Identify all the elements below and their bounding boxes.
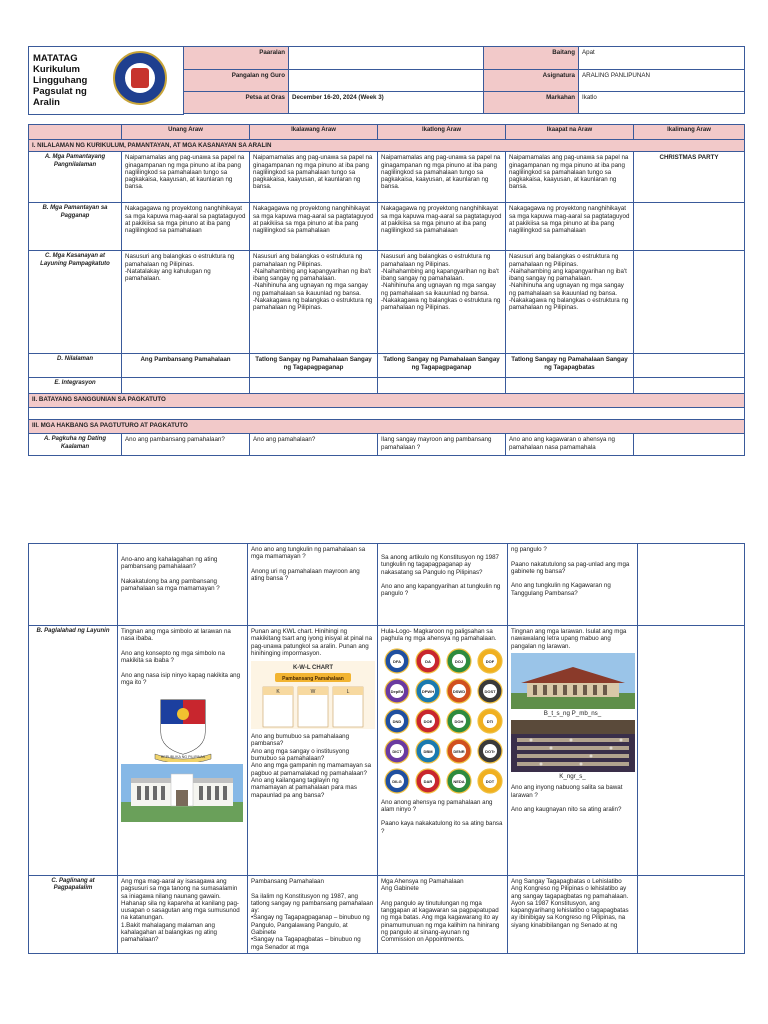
- label-guro: Pangalan ng Guro: [184, 70, 289, 92]
- cell-text: Nasusuri ang balangkas o estruktura ng pamahalaan ng Pilipinas. -Naihahambing ang kapangyarihan ng iba't ibang sangay ng pamahalaan. -Nahihinuha ang ugnayan ng mga sangay ng pamahalaan sa ikauunlad ng bansa. -Nakakagawa ng balangkas o estruktura ng pamahalaan ng Pilipinas.: [381, 253, 501, 312]
- cell-text: Ano ang inyong nabuong salita sa bawat larawan ? Ano ang kaugnayan nito sa ating aralin?: [511, 784, 623, 814]
- svg-text:DOF: DOF: [485, 658, 495, 664]
- row-label-paglinang: C. Paglinang at Pagpapalalim: [29, 876, 118, 954]
- svg-text:DOJ: DOJ: [454, 658, 464, 664]
- cell-text: Tingnan ang mga larawan. Isulat ang mga nawawalang letra upang mabuo ang pangalan ng larawan.: [511, 628, 629, 650]
- coat-of-arms-ribbon: REPUBLIKA NG PILIPINAS: [160, 755, 205, 760]
- section-title-1: I. NILALAMAN NG KURIKULUM, PAMANTAYAN, AT MGA KASANAYAN SA ARALIN: [29, 140, 745, 152]
- svg-text:DOTr: DOTr: [485, 748, 495, 754]
- philippine-coat-of-arms-image: [147, 692, 219, 762]
- svg-text:DA: DA: [425, 658, 431, 664]
- cell: Naipamamalas ang pag-unawa sa papel na ginagampanan ng mga pinuno at iba pang naglilingkod sa pamahalaan tungo sa pagkakaisa, kaayusan, at kaunlaran ng bansa.: [250, 152, 378, 203]
- cell: [634, 251, 745, 354]
- agency-logo: [385, 709, 409, 733]
- cell-text: Sa anong artikulo ng Konstitusyon ng 1987 tungkulin ng tagapagpaganap ay nakasatang sa Pangulo ng Pilipinas? Ano ano ang kapangyarihan at tungkulin ng pangulo ?: [381, 554, 501, 598]
- page-1: [28, 46, 744, 456]
- agency-logo: [416, 739, 440, 763]
- agency-logo: [447, 709, 471, 733]
- cell: Nakagagawa ng proyektong nanghihikayat sa mga kapuwa mag-aaral sa pagtataguyod at pakikiisa sa mga pinuno at iba pang naglilingkod sa pamahalaan: [378, 203, 506, 251]
- header-table: [28, 46, 745, 115]
- corner-cell: [29, 125, 122, 140]
- svg-text:DepEd: DepEd: [390, 688, 404, 694]
- cell: [634, 434, 745, 456]
- cell-text: Punan ang KWL chart. Hinihingi ng makikitang tsart ang iyong inisyal at pinal na pag-unawa patungkol sa aralin. Punan ang hinihinging impormasyon.: [251, 628, 374, 657]
- agency-logo: [416, 769, 440, 793]
- malacanang-palace-image: [121, 764, 243, 822]
- day-header-1: Unang Araw: [122, 125, 250, 140]
- cell: Ano ano ang kagawaran o ahensya ng pamahalaan nasa pamamahala: [506, 434, 634, 456]
- day-header-4: Ikaapat na Araw: [506, 125, 634, 140]
- svg-text:DAR: DAR: [423, 778, 433, 784]
- row-label-pamantayang-pangnilalaman: A. Mga Pamantayang Pangnilalaman: [29, 152, 122, 203]
- cell-text: Tingnan ang mga simbolo at larawan na nasa ibaba. Ano ang konsepto ng mga simbolo na makikita sa ibaba ? Ano ang nasa isip ninyo kapag nakikita ang mga ito ?: [121, 628, 241, 687]
- cell-text: Ano ano ang tungkulin ng pamahalaan sa mga mamamayan ? Anong uri ng pamahalaan mayroon ang ating bansa ?: [251, 546, 366, 583]
- value-guro: [289, 70, 484, 92]
- cell: [634, 203, 745, 251]
- doc-title-cell: [29, 47, 97, 115]
- svg-text:DFA: DFA: [393, 658, 401, 664]
- svg-text:DOST: DOST: [484, 688, 496, 694]
- agency-logos-image: [381, 646, 505, 796]
- cell-text: Hula-Logo- Magkaroon ng paligsahan sa paghula ng mga ahensya ng pamahalaan.: [381, 628, 497, 643]
- cell-text: Pambansang Pamahalaan Sa ilalim ng Konstitusyon ng 1987, ang tatlong sangay ng pambansang pamahalaan ay: •Sangay ng Tagapagpaganap – binubuo ng Pangulo, Pangalawang Pangulo, at Gabinete •Sangay na Tagapagbatas – binubuo ng mga Senador at mga: [251, 878, 374, 951]
- cell-text: Ano-ano ang kahalagahan ng ating pambansang pamahalaan? Nakakatulong ba ang pambansang pamahalaan sa mga mamamayan ?: [121, 556, 220, 593]
- day-header-3: Ikatlong Araw: [378, 125, 506, 140]
- cell: Ang Pambansang Pamahalaan: [122, 354, 250, 378]
- doc-title: MATATAG Kurikulum Lingguhang Pagsulat ng Aralin: [33, 53, 88, 108]
- value-paaralan: [289, 47, 484, 70]
- day-header-2: Ikalawang Araw: [250, 125, 378, 140]
- row-label-pamantayan-sa-pagganap: B. Mga Pamantayan sa Pagganap: [29, 203, 122, 251]
- cell-text: Nasusuri ang balangkas o estruktura ng pamahalaan ng Pilipinas. -Natatalakay ang kahulugan ng pamahalaan.: [125, 253, 235, 283]
- plan-table: [28, 124, 745, 456]
- agency-logo: [447, 769, 471, 793]
- value-asignatura: ARALING PANLIPUNAN: [579, 70, 745, 92]
- agency-logo: [385, 739, 409, 763]
- kongreso-session-image: [511, 720, 635, 772]
- cell: Nakagagawa ng proyektong nanghihikayat sa mga kapuwa mag-aaral sa pagtataguyod at pakikiisa sa mga pinuno at iba pang naglilingkod sa pamahalaan: [506, 203, 634, 251]
- cell: Ilang sangay mayroon ang pambansang pamahalaan ?: [378, 434, 506, 456]
- agency-logo: [478, 679, 502, 703]
- kwl-col-w: W: [310, 689, 316, 696]
- section-title-2: II. BATAYANG SANGGUNIAN SA PAGKATUTO: [29, 394, 745, 408]
- agency-logo: [447, 679, 471, 703]
- agency-logo: [416, 709, 440, 733]
- svg-text:DENR: DENR: [453, 748, 465, 754]
- svg-text:DTI: DTI: [486, 718, 494, 724]
- cell: Nakagagawa ng proyektong nanghihikayat sa mga kapuwa mag-aaral sa pagtataguyod at pakikiisa sa mga pinuno at iba pang naglilingkod sa pamahalaan: [250, 203, 378, 251]
- cell: Tatlong Sangay ng Pamahalaan Sangay ng Tagapagbatas: [506, 354, 634, 378]
- cell-text: Mga Ahensya ng Pamahalaan Ang Gabinete Ang pangulo ay tinutulungan ng mga tanggapan at kagawaran sa pagpapatupad ng mga batas. Ang mga kagawarang ito ay pinamumunuan ng mga kalihim na hinirang ng pangulo at sinang-ayunan ng Commission on Appointments.: [381, 878, 500, 944]
- label-asignatura: Asignatura: [484, 70, 579, 92]
- agency-logo: [478, 709, 502, 733]
- cell: Tatlong Sangay ng Pamahalaan Sangay ng Tagapagpaganap: [378, 354, 506, 378]
- row-label-integrasyon: E. Integrasyon: [29, 378, 122, 394]
- svg-text:DSWD: DSWD: [452, 688, 466, 694]
- svg-text:DOT: DOT: [485, 778, 495, 784]
- cell: [634, 354, 745, 378]
- cell: Tatlong Sangay ng Pamahalaan Sangay ng Tagapagpaganap: [250, 354, 378, 378]
- day-header-5: Ikalimang Araw: [634, 125, 745, 140]
- kwl-chart-subtitle: Pambansang Pamahalaan: [282, 676, 344, 683]
- label-markahan: Markahan: [484, 91, 579, 113]
- cell-text: Ang Sangay Tagapagbatas o Lehislatibo Ang Kongreso ng Pilipinas o lehislatibo ay ang sangay tagapagbatas ng pamahalaan. Ayon sa 1987 Konstitusyon, ang kapangyarihang lehislatibo o tagapagbatas ay ibinibigay sa Kongreso ng Pilipinas, na siyang kinabibilangan ng Senado at ng: [511, 878, 629, 929]
- batasang-pambansa-image: [511, 653, 635, 709]
- cell: Ano ang pambansang pamahalaan?: [122, 434, 250, 456]
- label-paaralan: Paaralan: [184, 47, 289, 70]
- agency-logo: [416, 679, 440, 703]
- image-caption-2: K_ngr_s_: [559, 773, 586, 781]
- agency-logo: [416, 649, 440, 673]
- cell-text: Ano ang bumubuo sa pamahalaang pambansa? Ano ang mga sangay o institusyong bumubuo sa pamahalaan? Ano ang mga gampanin ng mamamayan sa pagbuo at pamamalakad ng pamahalaan? Ano ang kailangang tagilayin ng mamamayan at pamahalaan para mas mapaunlad pa ang bansa?: [251, 733, 372, 799]
- kwl-chart-image: [251, 661, 375, 729]
- kwl-col-k: K: [276, 689, 280, 696]
- svg-text:DILG: DILG: [392, 778, 402, 784]
- cell-text: ng pangulo ? Paano nakatutulong sa pag-unlad ang mga gabinete ng bansa? Ano ang tungkulin ng Kagawaran ng Tanggulang Pambansa?: [511, 546, 630, 597]
- page-2: [28, 543, 744, 954]
- row-label-kasanayan: C. Mga Kasanayan at Layuning Pampagkatuto: [29, 251, 122, 354]
- agency-logo: [447, 739, 471, 763]
- row-label-paglalahad: B. Paglalahad ng Layunin: [29, 626, 118, 876]
- agency-logo: [385, 769, 409, 793]
- cell: Ano ang pamahalaan?: [250, 434, 378, 456]
- value-petsa: December 16-20, 2024 (Week 3): [289, 91, 484, 113]
- cell: Naipamamalas ang pag-unawa sa papel na ginagampanan ng mga pinuno at iba pang naglilingkod sa pamahalaan tungo sa pagkakaisa, kaayusan, at kaunlaran ng bansa.: [506, 152, 634, 203]
- svg-text:DOE: DOE: [423, 718, 433, 724]
- agency-logo: [478, 739, 502, 763]
- cell: Nakagagawa ng proyektong nanghihikayat sa mga kapuwa mag-aaral sa pagtataguyod at pakikiisa sa mga pinuno at iba pang naglilingkod sa pamahalaan: [122, 203, 250, 251]
- row-label-nilalaman: D. Nilalaman: [29, 354, 122, 378]
- label-baitang: Baitang: [484, 47, 579, 70]
- agency-logo: [478, 649, 502, 673]
- svg-text:DICT: DICT: [392, 748, 402, 754]
- svg-text:DPWH: DPWH: [421, 688, 435, 694]
- row-label-dating-kaalaman: A. Pagkuha ng Dating Kaalaman: [29, 434, 122, 456]
- value-markahan: Ikatlo: [579, 91, 745, 113]
- cell-text: Nasusuri ang balangkas o estruktura ng pamahalaan ng Pilipinas. -Naihahambing ang kapangyarihan ng iba't ibang sangay ng pamahalaan. -Nahihinuha ang ugnayan ng mga sangay ng pamahalaan sa ikauunlad ng bansa. -Nakakagawa ng balangkas o estruktura ng pamahalaan ng Pilipinas.: [509, 253, 629, 312]
- christmas-party-label: CHRISTMAS PARTY: [634, 152, 745, 203]
- cell-text: Nasusuri ang balangkas o estruktura ng pamahalaan ng Pilipinas. -Naihahambing ang kapangyarihan ng iba't ibang sangay ng pamahalaan. -Nahihinuha ang ugnayan ng mga sangay ng pamahalaan sa ikauunlad ng bansa. -Nakakagawa ng balangkas o estruktura ng pamahalaan ng Pilipinas.: [253, 253, 373, 312]
- cell: Naipamamalas ang pag-unawa sa papel na ginagampanan ng mga pinuno at iba pang naglilingkod sa pamahalaan tungo sa pagkakaisa, kaayusan, at kaunlaran ng bansa.: [378, 152, 506, 203]
- cell-text: Ano anong ahensya ng pamahalaan ang alam ninyo ? Paano kaya nakakatulong ito sa ating bansa ?: [381, 798, 503, 835]
- kwl-col-l: L: [346, 689, 350, 696]
- label-petsa: Petsa at Oras: [184, 91, 289, 113]
- deped-seal: [97, 47, 184, 115]
- cell-text: Ang mga mag-aaral ay isasagawa ang pagsusuri sa mga tanong na sumasalamin sa iniagawa nilang naunang gawain. Hahanap sila ng kapareha at kanilang pag-uusapan o sasagutan ang mga sumusunod na katanungan. 1.Bakit mahalagang malaman ang kahalagahan at balangkas ng ating pamahalaan?: [121, 878, 240, 944]
- cell: Naipamamalas ang pag-unawa sa papel na ginagampanan ng mga pinuno at iba pang naglilingkod sa pamahalaan tungo sa pagkakaisa, kaayusan, at kaunlaran ng bansa.: [122, 152, 250, 203]
- agency-logo: [385, 649, 409, 673]
- plan-table-continued: [28, 543, 745, 954]
- svg-text:DND: DND: [392, 718, 402, 724]
- agency-logo: [385, 679, 409, 703]
- image-caption-1: B_t_s_ng P_mb_ns_: [543, 709, 602, 717]
- svg-text:DBM: DBM: [423, 748, 433, 754]
- kwl-chart-title: K-W-L CHART: [292, 665, 334, 672]
- section-title-3: III. MGA HAKBANG SA PAGTUTURO AT PAGKATUTO: [29, 420, 745, 434]
- svg-text:NEDA: NEDA: [453, 778, 465, 784]
- value-baitang: Apat: [579, 47, 745, 70]
- svg-text:DOH: DOH: [454, 718, 464, 724]
- agency-logo: [478, 769, 502, 793]
- agency-logo: [447, 649, 471, 673]
